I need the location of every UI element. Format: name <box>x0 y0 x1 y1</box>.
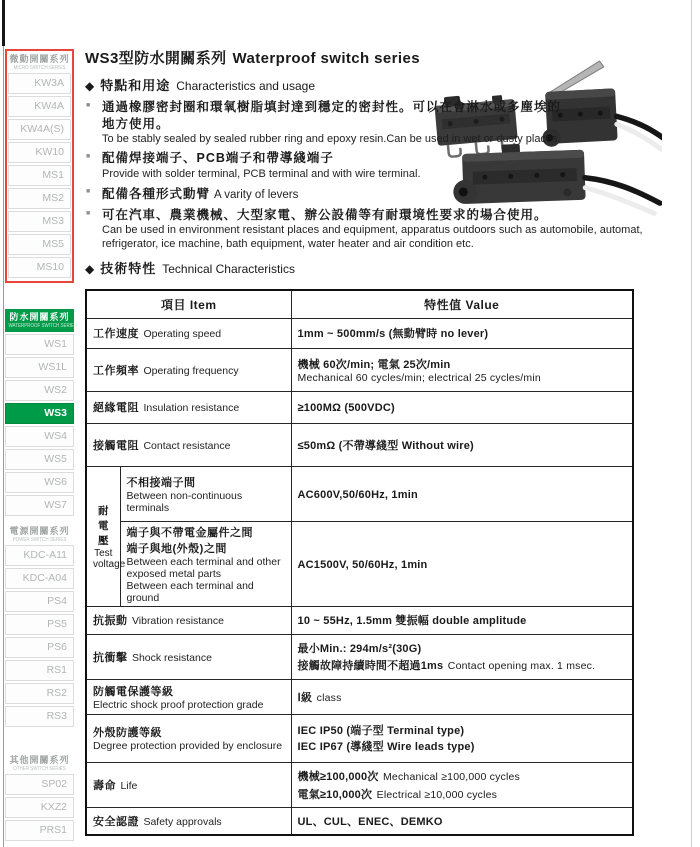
feature-sealing-en: To be stably sealed by sealed rubber ring and epoxy resin.Can be used in wet or dusty places. <box>102 133 561 145</box>
sidebar-item-ws5[interactable]: WS5 <box>5 449 74 470</box>
sidebar-item-ws1[interactable]: WS1 <box>5 334 74 355</box>
vibration-value: 10 ~ 55Hz, 1.5mm 雙振幅 double amplitude <box>297 615 527 627</box>
test-voltage-sub1-value: AC600V,50/60Hz, 1min <box>297 488 418 501</box>
table-row-life <box>86 762 633 807</box>
sidebar-item-ms5[interactable]: MS5 <box>8 234 71 255</box>
tech-characteristics-table <box>85 289 634 836</box>
feature-terminals-en: Provide with solder terminal, PCB terminal and with wire terminal. <box>102 167 421 180</box>
sidebar-item-kw3a[interactable]: KW3A <box>8 73 71 94</box>
sidebar-item-rs2[interactable]: RS2 <box>5 683 74 704</box>
sidebar <box>5 49 77 843</box>
sidebar-item-ps5[interactable]: PS5 <box>5 614 74 635</box>
cell-safety-value <box>291 807 633 835</box>
table-row-enclosure <box>86 714 633 762</box>
sidebar-item-kxz2[interactable]: KXZ2 <box>5 797 74 818</box>
cell-operating-frequency-item <box>86 348 291 391</box>
page-edge-line-right <box>691 0 692 847</box>
sidebar-header-other-switch-en: OTHER SWITCH SERIES <box>13 766 66 772</box>
cell-test-voltage-sub1-value <box>291 466 633 521</box>
table-row-contact-resistance <box>86 423 633 466</box>
feature-levers <box>85 185 563 203</box>
cell-enclosure-item <box>86 714 291 762</box>
table-row-test-voltage-2 <box>86 521 633 606</box>
feature-environment-en: Can be used in environment resistant places and equipment, apparatus outdoors such as automobile, automat, refrigerator, ice machine, bath equipment, water heater and air condition etc. <box>102 224 643 250</box>
cell-safety-item <box>86 807 291 835</box>
page-edge-line-left <box>3 46 4 847</box>
page-edge-mark <box>2 0 5 46</box>
sidebar-item-ws6[interactable]: WS6 <box>5 472 74 493</box>
sidebar-item-ws2[interactable]: WS2 <box>5 380 74 401</box>
sidebar-item-ws4[interactable]: WS4 <box>5 426 74 447</box>
sidebar-item-kw4a[interactable]: KW4A <box>8 96 71 117</box>
section-heading-tech-en: Technical Characteristics <box>162 262 295 276</box>
section-heading-usage <box>85 77 645 95</box>
sidebar-header-power-switch-zh: 電源開關系列 <box>9 526 70 536</box>
enclosure-value-2: IEC IP67 (導綫型 Wire leads type) <box>297 741 475 753</box>
insulation-zh: 絕緣電阻 <box>93 402 139 414</box>
test-voltage-sub1-en: Between non-continuous terminals <box>126 489 243 514</box>
cell-life-item <box>86 762 291 807</box>
section-heading-tech-zh: 技術特性 <box>100 261 157 276</box>
sidebar-item-ps6[interactable]: PS6 <box>5 637 74 658</box>
sidebar-header-power-switch <box>5 524 74 545</box>
feature-levers-zh: 配備各種形式動臂 <box>102 186 211 201</box>
feature-environment-zh: 可在汽車、農業機械、大型家電、辦公設備等有耐環境性要求的場合使用。 <box>102 207 548 222</box>
shock-proof-en: Electric shock proof protection grade <box>93 698 264 711</box>
cell-contact-value <box>291 423 633 466</box>
cell-operating-speed-item <box>86 318 291 348</box>
sidebar-item-kw4a-s[interactable]: KW4A(S) <box>8 119 71 140</box>
cell-shock-proof-value <box>291 679 633 714</box>
shock-value-1: 最小Min.: 294m/s²(30G) <box>297 642 422 655</box>
shock-en: Shock resistance <box>131 651 212 664</box>
operating-speed-en: Operating speed <box>143 328 222 340</box>
sidebar-item-ms1[interactable]: MS1 <box>8 165 71 186</box>
section-heading-tech <box>85 260 645 278</box>
section-heading-usage-zh: 特點和用途 <box>100 78 171 93</box>
col-header-item: 項目 Item <box>86 290 291 318</box>
sidebar-header-waterproof-switch-en: WATERPROOF SWITCH SERIES <box>8 323 77 329</box>
shock-zh: 抗衝擊 <box>93 651 128 664</box>
insulation-en: Insulation resistance <box>143 402 240 414</box>
operating-frequency-value-zh: 機械 60次/min; 電氣 25次/min <box>297 358 451 371</box>
sidebar-item-ms10[interactable]: MS10 <box>8 257 71 278</box>
feature-sealing <box>85 99 563 146</box>
sidebar-item-ws3-active[interactable]: WS3 <box>5 403 74 424</box>
vibration-zh: 抗振動 <box>93 615 128 627</box>
cell-vibration-value <box>291 606 633 634</box>
sidebar-item-ws1l[interactable]: WS1L <box>5 357 74 378</box>
feature-sealing-zh: 通過橡膠密封圈和環氧樹脂填封達到穩定的密封性。可以在會淋水或多塵埃的地方使用。 <box>102 100 562 131</box>
test-voltage-sub1-zh: 不相接端子間 <box>126 476 196 489</box>
feature-terminals <box>85 150 563 181</box>
table-header-row <box>86 290 633 318</box>
table-row-operating-speed <box>86 318 633 348</box>
test-voltage-zh: 耐電壓 <box>98 504 109 547</box>
cell-operating-speed-value <box>291 318 633 348</box>
test-voltage-sub2-zh1: 端子與不帶電金屬件之間 <box>126 526 253 539</box>
table-row-shock <box>86 634 633 679</box>
sidebar-item-prs1[interactable]: PRS1 <box>5 820 74 841</box>
insulation-value: ≥100MΩ (500VDC) <box>297 402 395 414</box>
sidebar-item-kw10[interactable]: KW10 <box>8 142 71 163</box>
operating-frequency-zh: 工作頻率 <box>93 364 139 377</box>
feature-terminals-zh: 配備焊接端子、PCB端子和帶導綫端子 <box>102 151 334 165</box>
table-row-safety-approvals <box>86 807 633 835</box>
table-row-shock-proof-grade <box>86 679 633 714</box>
square-bullet-icon: ■ <box>86 209 91 217</box>
square-bullet-icon: ■ <box>86 102 91 109</box>
sidebar-header-micro-switch-en: MICRO SWITCH SERIES <box>13 65 66 71</box>
feature-levers-en: A varity of levers <box>214 188 299 201</box>
safety-en: Safety approvals <box>143 815 222 828</box>
test-voltage-sub2-en1: Between each terminal and other <box>126 555 281 568</box>
cell-test-voltage-sub1-item <box>120 466 291 521</box>
operating-speed-zh: 工作速度 <box>93 328 139 340</box>
section-heading-usage-en: Characteristics and usage <box>176 79 315 93</box>
sidebar-item-ms3[interactable]: MS3 <box>8 211 71 232</box>
enclosure-en: Degree protection provided by enclosure <box>93 740 283 752</box>
sidebar-header-waterproof-switch-zh: 防水開關系列 <box>9 312 70 322</box>
table-row-operating-frequency <box>86 348 633 391</box>
cell-shock-value <box>291 634 633 679</box>
feature-list <box>85 99 643 251</box>
sidebar-item-rs3[interactable]: RS3 <box>5 706 74 727</box>
sidebar-header-other-switch <box>5 753 74 774</box>
sidebar-item-ps4[interactable]: PS4 <box>5 591 74 612</box>
page-title-en: Waterproof switch series <box>232 50 420 67</box>
life-value-2-zh: 電氣≥10,000次 <box>297 788 373 801</box>
test-voltage-sub2-en3: Between each terminal and ground <box>126 579 254 604</box>
test-voltage-en1: Test <box>94 547 113 559</box>
shock-proof-value-zh: Ⅰ級 <box>297 691 313 704</box>
sidebar-header-micro-switch-zh: 微動開關系列 <box>9 54 70 64</box>
safety-value: UL、CUL、ENEC、DEMKO <box>297 815 443 828</box>
cell-insulation-item <box>86 391 291 423</box>
table-row-vibration <box>86 606 633 634</box>
sidebar-item-sp02[interactable]: SP02 <box>5 774 74 795</box>
life-value-2-en: Electrical ≥10,000 cycles <box>376 788 498 801</box>
life-value-1-en: Mechanical ≥100,000 cycles <box>382 770 521 783</box>
sidebar-group-micro-switch <box>5 49 74 283</box>
sidebar-header-waterproof-switch <box>5 309 77 332</box>
enclosure-value-1: IEC IP50 (端子型 Terminal type) <box>297 725 465 737</box>
sidebar-header-micro-switch <box>8 52 71 73</box>
sidebar-item-rs1[interactable]: RS1 <box>5 660 74 681</box>
table-row-test-voltage-1 <box>86 466 633 521</box>
sidebar-item-ms2[interactable]: MS2 <box>8 188 71 209</box>
life-zh: 壽命 <box>93 779 116 792</box>
contact-value: ≤50mΩ (不帶導綫型 Without wire) <box>297 439 474 452</box>
life-value-1-zh: 機械≥100,000次 <box>297 770 379 783</box>
cell-insulation-value <box>291 391 633 423</box>
shock-proof-zh: 防觸電保護等級 <box>93 685 174 698</box>
test-voltage-sub2-zh2: 端子與地(外殼)之間 <box>126 542 227 555</box>
page-title <box>85 49 645 68</box>
sidebar-header-power-switch-en: POWER SWITCH SERIES <box>12 537 67 543</box>
sidebar-item-ws7[interactable]: WS7 <box>5 495 74 516</box>
col-header-value: 特性值 Value <box>291 290 633 318</box>
cell-life-value <box>291 762 633 807</box>
life-en: Life <box>120 779 138 792</box>
main-content <box>85 49 645 836</box>
vibration-en: Vibration resistance <box>131 615 224 627</box>
cell-test-voltage-sub2-value <box>291 521 633 606</box>
operating-frequency-value-en: Mechanical 60 cycles/min; electrical 25 cycles/min <box>297 371 541 384</box>
contact-en: Contact resistance <box>143 439 231 452</box>
diamond-icon: ◆ <box>85 262 95 276</box>
shock-value-2-en: Contact opening max. 1 msec. <box>447 659 596 672</box>
sidebar-item-kdc-a04[interactable]: KDC-A04 <box>5 568 74 589</box>
cell-enclosure-value <box>291 714 633 762</box>
test-voltage-en2: voltage <box>93 558 126 570</box>
feature-environment <box>85 207 694 252</box>
cell-shock-proof-item <box>86 679 291 714</box>
cell-test-voltage-sub2-item <box>120 521 291 606</box>
cell-test-voltage-group <box>86 466 126 606</box>
operating-frequency-en: Operating frequency <box>143 364 239 377</box>
cell-shock-item <box>86 634 291 679</box>
test-voltage-sub2-en2: exposed metal parts <box>126 567 222 580</box>
cell-operating-frequency-value <box>291 348 633 391</box>
contact-zh: 接觸電阻 <box>93 439 139 452</box>
square-bullet-icon: ■ <box>86 153 91 160</box>
square-bullet-icon: ■ <box>86 187 91 195</box>
shock-value-2-zh: 接觸故障持續時間不超過1ms <box>297 659 444 672</box>
safety-zh: 安全認證 <box>93 815 139 828</box>
test-voltage-sub2-value: AC1500V, 50/60Hz, 1min <box>297 558 428 571</box>
cell-vibration-item <box>86 606 291 634</box>
enclosure-zh: 外殼防護等級 <box>93 727 162 739</box>
operating-speed-value: 1mm ~ 500mm/s (無動臂時 no lever) <box>297 328 489 340</box>
table-row-insulation-resistance <box>86 391 633 423</box>
sidebar-header-other-switch-zh: 其他開關系列 <box>9 755 70 765</box>
shock-proof-value-en: class <box>316 691 342 704</box>
diamond-icon: ◆ <box>85 79 95 93</box>
sidebar-item-kdc-a11[interactable]: KDC-A11 <box>5 545 74 566</box>
page-title-zh: WS3型防水開關系列 <box>85 50 227 67</box>
cell-contact-item <box>86 423 291 466</box>
